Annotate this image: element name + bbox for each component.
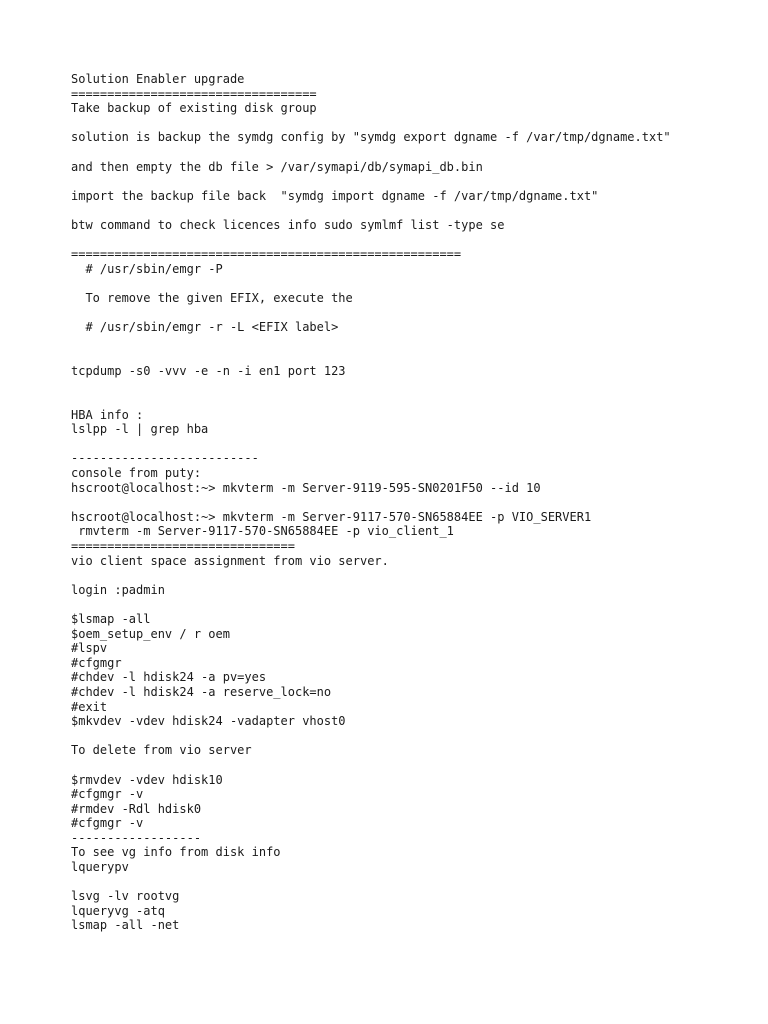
text-line: # /usr/sbin/emgr -P bbox=[71, 261, 223, 276]
text-line: To see vg info from disk info bbox=[71, 845, 281, 860]
text-line: vio client space assignment from vio server. bbox=[71, 553, 389, 568]
text-line: ================================== bbox=[71, 86, 317, 101]
text-line: hscroot@localhost:~> mkvterm -m Server-9117-570-SN65884EE -p VIO_SERVER1 bbox=[71, 509, 592, 524]
blank-line bbox=[71, 758, 751, 773]
blank-line bbox=[71, 145, 751, 160]
text-line: lquerypv bbox=[71, 860, 129, 875]
text-line: console from puty: bbox=[71, 466, 202, 481]
document-body bbox=[71, 72, 751, 933]
text-line: btw command to check licences info sudo symlmf list -type se bbox=[71, 217, 505, 232]
text-line: lsmap -all -net bbox=[71, 918, 180, 933]
text-line: #lspv bbox=[71, 641, 108, 656]
text-line: #chdev -l hdisk24 -a reserve_lock=no bbox=[71, 684, 332, 699]
blank-line bbox=[71, 276, 751, 291]
blank-line bbox=[71, 875, 751, 890]
text-line: Solution Enabler upgrade bbox=[71, 72, 245, 86]
blank-line bbox=[71, 437, 751, 452]
text-line: import the backup file back "symdg import dgname -f /var/tmp/dgname.txt" bbox=[71, 188, 599, 203]
blank-line bbox=[71, 495, 751, 510]
text-line: tcpdump -s0 -vvv -e -n -i en1 port 123 bbox=[71, 363, 346, 378]
text-line: # /usr/sbin/emgr -r -L <EFIX label> bbox=[71, 320, 339, 335]
text-line: =============================== bbox=[71, 539, 295, 553]
text-line: #chdev -l hdisk24 -a pv=yes bbox=[71, 670, 267, 685]
text-line: $lsmap -all bbox=[71, 611, 151, 626]
blank-line bbox=[71, 393, 751, 408]
text-line: $rmvdev -vdev hdisk10 bbox=[71, 772, 223, 787]
text-line: hscroot@localhost:~> mkvterm -m Server-9119-595-SN0201F50 --id 10 bbox=[71, 480, 541, 495]
text-line: $mkvdev -vdev hdisk24 -vadapter vhost0 bbox=[71, 714, 346, 729]
text-line: #exit bbox=[71, 699, 108, 714]
text-line: rmvterm -m Server-9117-570-SN65884EE -p vio_client_1 bbox=[71, 524, 454, 539]
text-line: lsvg -lv rootvg bbox=[71, 889, 180, 904]
blank-line bbox=[71, 335, 751, 350]
text-line: To delete from vio server bbox=[71, 743, 252, 758]
blank-line bbox=[71, 233, 751, 248]
text-line: #cfgmgr -v bbox=[71, 816, 144, 831]
text-line: #rmdev -Rdl hdisk0 bbox=[71, 801, 202, 816]
text-line: HBA info : bbox=[71, 407, 144, 422]
text-line: and then empty the db file > /var/symapi/db/symapi_db.bin bbox=[71, 159, 483, 174]
blank-line bbox=[71, 203, 751, 218]
blank-line bbox=[71, 568, 751, 583]
blank-line bbox=[71, 349, 751, 364]
text-line: Take backup of existing disk group bbox=[71, 101, 317, 116]
text-line: ====================================================== bbox=[71, 247, 462, 262]
blank-line bbox=[71, 597, 751, 612]
blank-line bbox=[71, 116, 751, 131]
text-line: #cfgmgr -v bbox=[71, 787, 144, 802]
text-line: To remove the given EFIX, execute the bbox=[71, 290, 353, 305]
text-line: #cfgmgr bbox=[71, 655, 122, 670]
blank-line bbox=[71, 729, 751, 744]
blank-line bbox=[71, 306, 751, 321]
text-line: solution is backup the symdg config by "symdg export dgname -f /var/tmp/dgname.txt" bbox=[71, 130, 671, 145]
text-line: lqueryvg -atq bbox=[71, 903, 165, 918]
text-line: lslpp -l | grep hba bbox=[71, 422, 209, 437]
text-line: -------------------------- bbox=[71, 451, 259, 466]
blank-line bbox=[71, 378, 751, 393]
text-line: ------------------ bbox=[71, 830, 202, 845]
text-line: $oem_setup_env / r oem bbox=[71, 626, 230, 641]
text-line: login :padmin bbox=[71, 582, 165, 597]
blank-line bbox=[71, 174, 751, 189]
